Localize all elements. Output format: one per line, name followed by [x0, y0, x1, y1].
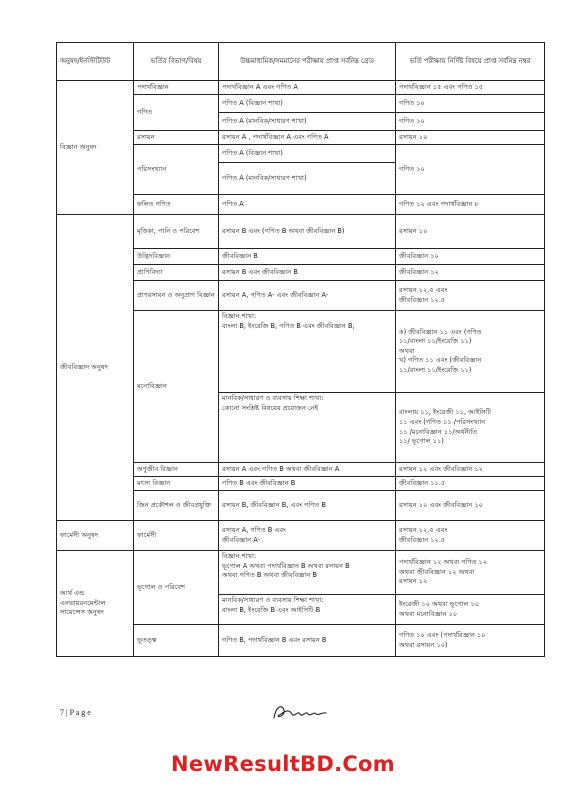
subject-geography: ভূগোল ও পরিবেশ — [134, 551, 219, 625]
marks-genetic-engineering: রসায়ন ১০ এবং জীববিজ্ঞান ১০ — [396, 491, 545, 521]
header-min-grade: উচ্চমাধ্যমিক/সমমানের পরীক্ষায় প্রাপ্ত সর্বনিম্ন গ্রেড — [219, 43, 396, 81]
grade-botany: জীববিজ্ঞান B — [219, 249, 396, 265]
faculty-pharmacy: ফার্মেসী অনুষদ — [57, 521, 134, 551]
site-watermark: NewResultBD.Com — [171, 752, 395, 776]
subject-geology: ভূতত্ত্ব — [134, 625, 219, 657]
marks-chemistry: রসায়ন ১০ — [396, 131, 545, 145]
signature-icon — [270, 700, 330, 724]
header-min-marks: ভর্তি পরীক্ষায় নির্দিষ্ট বিষয়ে প্রাপ্ত সর্বনিম্ন নম্বর — [396, 43, 545, 81]
marks-biochemistry: রসায়ন ১২.৫ এবং জীববিজ্ঞান ১২.৫ — [396, 281, 545, 311]
grade-geography-humanities: মানবিক/সাধারণ ও ব্যবসায় শিক্ষা শাখা: বাংলা B, ইংরেজি B এবং আইসিটি B — [219, 595, 396, 625]
grade-psychology-humanities: মানবিক/সাধারণ ও ব্যবসায় শিক্ষা শাখা: কোনো সংশ্লিষ্ট বিষয়ের প্রয়োজন নেই — [219, 393, 396, 463]
subject-psychology: মনোবিজ্ঞান — [134, 311, 219, 463]
marks-geology: গণিত ১০ এবং (পদার্থবিজ্ঞান ১০ অথবা রসায়ন ১০) — [396, 625, 545, 657]
subject-physics: পদার্থবিজ্ঞান — [134, 81, 219, 95]
grade-physics: পদার্থবিজ্ঞান A এবং গণিত A — [219, 81, 396, 95]
marks-geography-humanities: ইংরেজী ১০ অথবা ভূগোল ১০ অথবা মনোবিজ্ঞান ১০ — [396, 595, 545, 625]
faculty-earth-environmental: আর্থ এন্ড এনভায়রনমেন্টাল সায়েন্সেস অনুষদ — [57, 551, 134, 657]
marks-applied-math: গণিত ১২ এবং পদার্থবিজ্ঞান ৮ — [396, 195, 545, 215]
grade-pharmacy: রসায়ন A, গণিত B এবং জীববিজ্ঞান A- — [219, 521, 396, 551]
admission-requirements-table — [56, 42, 545, 657]
grade-chemistry: রসায়ন A , পদার্থবিজ্ঞান A এবং গণিত A — [219, 131, 396, 145]
marks-stat-science: গণিত ১০ — [396, 145, 545, 195]
table-row — [57, 551, 545, 595]
grade-genetic-engineering: রসায়ন B, জীববিজ্ঞান B, এবং গণিত B — [219, 491, 396, 521]
grade-stat-humanities: গণিত A (মানবিক/সাধারণ শাখা) — [219, 163, 396, 195]
grade-microbiology: রসায়ন A এবং গণিত B অথবা জীববিজ্ঞান A — [219, 463, 396, 477]
marks-fisheries: জীববিজ্ঞান ১১.৫ — [396, 477, 545, 491]
marks-geography-science: পদার্থবিজ্ঞান ১২ অথবা গণিত ১২ অথবা জীববিজ্ঞান ১২ অথবা রসায়ন ১২ — [396, 551, 545, 595]
header-faculty: অনুষদ/ইনস্টিটিউট — [57, 43, 134, 81]
subject-genetic-engineering: জিন প্রকৌশল ও জীবপ্রযুক্তি — [134, 491, 219, 521]
marks-zoology: জীববিজ্ঞান ১২ — [396, 265, 545, 281]
grade-math-science: গণিত A (বিজ্ঞান শাখা) — [219, 95, 396, 113]
table-row — [57, 521, 545, 551]
subject-microbiology: অণুজীব বিজ্ঞান — [134, 463, 219, 477]
faculty-life-science: জীববিজ্ঞান অনুষদ — [57, 215, 134, 521]
grade-applied-math: গণিত A — [219, 195, 396, 215]
faculty-science: বিজ্ঞান অনুষদ — [57, 81, 134, 215]
marks-psychology-science: ক) জীববিজ্ঞান ১১ এবং (গণিত ১১/বাংলা ১১/ইংরেজি ১১) অথবা খ) গণিত ১১ এবং (জীববিজ্ঞান ১১/বাংলা ১১/ইংরেজি ১১) — [396, 311, 545, 393]
marks-physics: পদার্থবিজ্ঞান ১৫ এবং গণিত ১৫ — [396, 81, 545, 95]
subject-chemistry: রসায়ন — [134, 131, 219, 145]
marks-microbiology: রসায়ন ১২ এবং জীববিজ্ঞান ১২ — [396, 463, 545, 477]
grade-geography-science: বিজ্ঞান শাখা: ভূগোল A অথবা পদার্থবিজ্ঞান B অথবা রসায়ন B অথবা গণিত B অথবা জীববিজ্ঞান B — [219, 551, 396, 595]
grade-soil: রসায়ন B এবং (গণিত B অথবা জীববিজ্ঞান B) — [219, 215, 396, 249]
subject-statistics: পরিসংখ্যান — [134, 145, 219, 195]
table-header-row — [57, 43, 545, 81]
grade-stat-science: গণিত A (বিজ্ঞান শাখা) — [219, 145, 396, 163]
subject-soil: মৃত্তিকা, পানি ও পরিবেশ — [134, 215, 219, 249]
marks-botany: জীববিজ্ঞান ১০ — [396, 249, 545, 265]
subject-fisheries: মৎস্য বিজ্ঞান — [134, 477, 219, 491]
marks-pharmacy: রসায়ন ১২.৫ এবং জীববিজ্ঞান ১২.৫ — [396, 521, 545, 551]
grade-psychology-science: বিজ্ঞান শাখা: বাংলা B, ইংরেজি B, গণিত B এবং জীববিজ্ঞান B, — [219, 311, 396, 393]
marks-math-science: গণিত ১০ — [396, 95, 545, 113]
table-row — [57, 215, 545, 249]
marks-soil: রসায়ন ১০ — [396, 215, 545, 249]
subject-botany: উদ্ভিদবিজ্ঞান — [134, 249, 219, 265]
page-number: 7 | P a g e — [60, 708, 91, 717]
grade-geology: গণিত B, পদার্থবিজ্ঞান B এবং রসায়ন B — [219, 625, 396, 657]
grade-biochemistry: রসায়ন A, গণিত A- এবং জীববিজ্ঞান A- — [219, 281, 396, 311]
header-subject: ভর্তির বিভাগ/বিষয় — [134, 43, 219, 81]
marks-math-humanities: গণিত ১০ — [396, 113, 545, 131]
grade-fisheries: গণিত B এবং জীববিজ্ঞান B — [219, 477, 396, 491]
subject-biochemistry: প্রাণরসায়ন ও অনুপ্রাণ বিজ্ঞান — [134, 281, 219, 311]
subject-zoology: প্রাণিবিদ্যা — [134, 265, 219, 281]
table-row — [57, 81, 545, 95]
subject-applied-math: ফলিত গণিত — [134, 195, 219, 215]
marks-psychology-humanities: বাংলায় ১১, ইংরেজী ১১, আইসিটি ১১ এবং (গণিত ১১ /পরিসংখ্যান ১১ /মনোবিজ্ঞান ১১/অর্থনীতি ১১/ ভূগোল ১১) — [396, 393, 545, 463]
subject-math: গণিত — [134, 95, 219, 131]
subject-pharmacy: ফার্মেসী — [134, 521, 219, 551]
grade-zoology: রসায়ন B এবং জীববিজ্ঞান B — [219, 265, 396, 281]
grade-math-humanities: গণিত A (মানবিক/সাধারণ শাখা) — [219, 113, 396, 131]
